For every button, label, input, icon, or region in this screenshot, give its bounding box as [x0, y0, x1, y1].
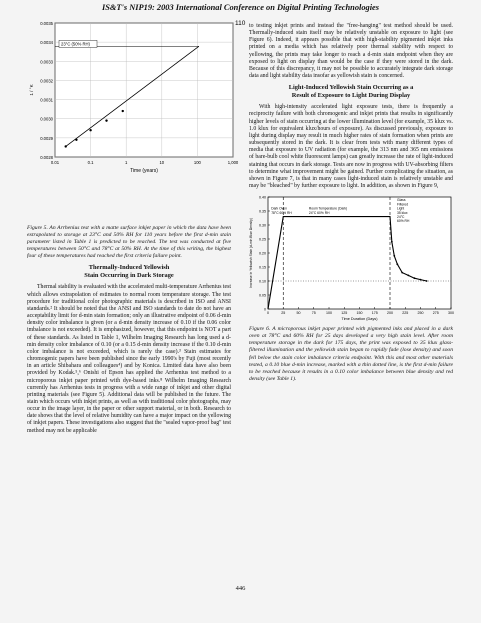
region-label: Filtered — [397, 202, 409, 207]
x-tick-label: 1 — [125, 160, 128, 165]
y-tick-label: 0.0032 — [40, 78, 53, 84]
y-tick-label: 0.0031 — [40, 97, 53, 103]
region-label: 24°C 60% RH — [308, 210, 330, 215]
x-tick-label: 300 — [448, 311, 454, 316]
region-label: Light — [397, 206, 405, 211]
region-label: 35 klux — [397, 210, 408, 215]
x-tick-label: 150 — [356, 311, 363, 316]
region-label: 24°C — [397, 215, 405, 220]
data-point — [426, 280, 428, 282]
data-point — [391, 241, 393, 243]
region-label: Room Temperature (Dark) — [308, 206, 348, 211]
y-tick-label: 0.0034 — [40, 40, 53, 46]
x-tick-label: 250 — [417, 311, 424, 316]
x-tick-label: 125 — [341, 311, 348, 316]
y-tick-label: 0.0029 — [40, 135, 53, 141]
y-tick-label: 0.30 — [259, 223, 266, 228]
y-tick-label: 0.0030 — [40, 116, 53, 122]
running-header: IS&T's NIP19: 2003 International Conference on Digital Printing Technologies — [101, 3, 380, 12]
data-point — [105, 119, 107, 121]
y-tick-label: 0.20 — [259, 251, 266, 256]
x-tick-label: 0.01 — [50, 160, 60, 165]
data-point — [396, 263, 398, 265]
y-tick-label: 0.0028 — [40, 155, 53, 160]
data-point — [407, 275, 409, 277]
y-tick-label: 0 — [264, 307, 266, 312]
x-tick-label: 275 — [432, 311, 439, 316]
x-tick-label: 0 — [267, 311, 269, 316]
figure5-chart — [25, 15, 246, 177]
data-point — [122, 110, 124, 112]
figure5-caption: Figure 5. An Arrhenius test with a matte surface inkjet paper in which the data have been extrapolated to storage at 23°C and 50% RH for 110 years before the first d-min stain parameter listed in Table 1 is predicted to be reached. The test was conducted at five temperatures between 50°C and 78°C at 50% RH. At the time of this writing, the highest four of these temperatures had reached the first criteria failure point. — [27, 225, 231, 260]
y-tick-label: 0.40 — [259, 195, 266, 200]
page-number: 446 — [235, 585, 246, 592]
x-tick-label: 75 — [311, 311, 316, 316]
x-tick-label: 200 — [387, 311, 393, 316]
data-point — [414, 277, 416, 279]
section-title-light — [249, 84, 453, 100]
section-title-light-line1: Light-Induced Yellowish Stain Occurring as a — [288, 84, 414, 92]
data-point — [75, 139, 77, 141]
section-title-thermal-line1: Thermally-Induced Yellowish — [88, 264, 170, 272]
x-tick-label: 225 — [402, 311, 409, 316]
figure6-chart — [246, 193, 456, 323]
x-tick-label: 50 — [296, 311, 301, 316]
x-tick-label: 25 — [281, 311, 286, 316]
x-tick-label: 100 — [326, 311, 332, 316]
data-point — [420, 279, 422, 281]
thermal-paragraph: Thermal stability is evaluated with the accelerated multi-temperature Arrhenius test which allows extrapolation of estimates to normal room temperature storage. The test procedure for traditional color photographic materials is described in ISO and ANSI standards.² It should be noted that the ANSI and ISO standards to date do not have an acceptability limit for d-min stain formation; only an illustrative endpoint of 0.06 d-min density color imbalance is given (or a d-min density increase of 0.10 if the 0.06 color imbalance is not exceeded). It is emphasized, however, that this endpoint is NOT a part of these standards. As listed in Table 1, Wilhelm Imaging Research has long used a d-min density color imbalance of 0.10 (or a 0.15 d-min density increase if the 0.10 d-min color imbalance is not exceeded, which is rarely the case).³ Stain estimates for chromogenic papers have been published since the early 1990's by Fuji (most recently in an article Shibahara and colleagues⁴) and by Konica. Limited data have also been provided by Kodak.⁵,⁶ Onishi of Epson has applied the Arrhenius test method to a microporous inkjet paper printed with dye-based inks.⁸ Wilhelm Imaging Research currently has Arrhenius tests in progress with a wide range of inkjet and other digital printing materials (see Figure 5). Additional data will be published in the future. The stain which occurs with inkjet prints, as well as with traditional color photographs, may occur in the image layer, in the paper or other support material, or in both. Research to date shows that the level of relative humidity can have a major impact on the yellowing of inkjet papers. These investigations also suggest that the "sealed vapor-proof bag" test method may not be applicable — [27, 284, 231, 434]
y-tick-label: 0.15 — [259, 265, 266, 270]
data-point — [401, 272, 403, 274]
data-point — [89, 129, 91, 131]
data-point — [393, 255, 395, 257]
x-axis-label: Time Duration (Days) — [341, 317, 378, 322]
x-tick-label: 0.1 — [87, 160, 94, 165]
x-tick-label: 175 — [371, 311, 378, 316]
region-label: 78°C 60% RH — [271, 210, 292, 215]
x-axis-label: Time (years) — [130, 168, 158, 174]
y-tick-label: 0.35 — [259, 209, 266, 214]
x-tick-label: 1,000 — [227, 160, 239, 165]
data-point — [65, 145, 67, 147]
region-label: Glass — [397, 198, 406, 203]
y-axis-label: 1 / °K — [29, 84, 34, 96]
y-tick-label: 0.10 — [259, 279, 266, 284]
y-tick-label: 0.05 — [259, 293, 266, 298]
right-paragraph-1: to testing inkjet prints and instead the "free-hanging" test method should be used. Thermally-induced stain itself may be relatively unstable on exposure to light (see Figure 6). Indeed, it appears possible that with high-stability pigmented inkjet inks printed on a media which has relatively poor thermal stability with respect to yellowing, the prints may take longer to reach a d-min stain endpoint when they are exposed to light on display than would be the case if they were stored in the dark. Because of this discrepancy, it may not be possible to accurately integrate dark storage data and light stability data insofar as yellowish stain is concerned. — [249, 23, 453, 80]
x-tick-label: 100 — [193, 160, 201, 165]
figure6-caption: Figure 6. A microporous inkjet paper printed with pigmented inks and placed in a dark oven at 78°C and 60% RH for 25 days developed a very high stain level. After room temperature storage in the dark for 175 days, the print was exposed to 35 klux glass-filtered illumination and the yellowish stain began to rapidly fade (lose density) and soon fell below the stain color imbalance criteria endpoint. With this and most other materials tested, a 0.10 blue d-min increase, marked with a thin dotted line, is the first d-min failure to be reached because it results in a 0.10 color imbalance between blue density and red density (see Table 1). — [249, 326, 453, 382]
y-axis-label: Increase in Yellowish Stain (d-min Blue Density) — [249, 218, 253, 289]
left-column — [27, 225, 231, 435]
plot-area — [268, 197, 451, 309]
region-label: 60% RH — [397, 219, 410, 224]
right-paragraph-2: With high-intensity accelerated light exposure tests, there is frequently a reciprocity failure with both chromogenic and inkjet prints that results in significantly higher levels of stain occurring at the lower illumination level (for example, 35 klux vs. 1.0 klux for equivalent klux/hours of exposure). As discussed previously, exposure to light during display may result in much higher rates of stain formation when prints are subsequently stored in the dark. It is clear from tests with many different types of media that exposure to UV radiation (for example, the 313 nm and 365 nm emissions of bare-bulb cool white fluorescent lamps) can greatly increase the rate of light-induced staining that occurs in dark storage. Tests are now in progress with UV-absorbing filters to determine what improvement might be gained. Further complicating the situation, as shown in Figure 7, is that in many cases light-induced stain is relatively unstable and may be "bleached" by further exposure to light. In addition, as shown in Figure 9, — [249, 104, 453, 189]
section-title-thermal-line2: Stain Occurring in Dark Storage — [84, 272, 174, 280]
y-tick-label: 0.25 — [259, 237, 266, 242]
y-tick-label: 0.0033 — [40, 59, 53, 65]
section-title-thermal — [27, 264, 231, 280]
section-title-light-line2: Result of Exposure to Light During Display — [291, 92, 411, 100]
annotation-label: 23°C (50% RH) — [61, 41, 90, 47]
region-label: Dark Oven — [271, 206, 287, 211]
right-column — [249, 23, 453, 383]
x-tick-label: 10 — [159, 160, 165, 165]
y-tick-label: 0.0035 — [40, 21, 53, 26]
annotation-value: 110 — [235, 20, 246, 27]
